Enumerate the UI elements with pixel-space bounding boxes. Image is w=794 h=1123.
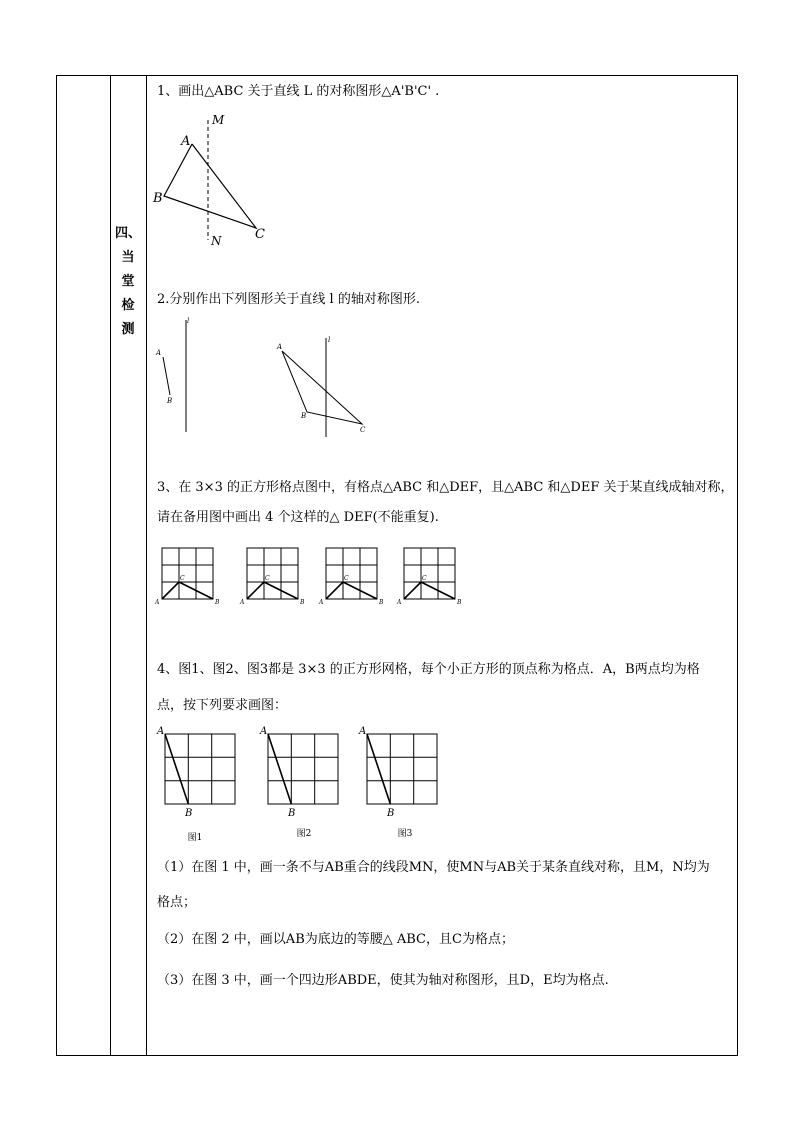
question-3-line-1: 3、在 3×3 的正方形格点图中，有格点△ABC 和△DEF，且△ABC 和△DEF 关于某直线成轴对称， — [157, 480, 734, 495]
label-B: B — [185, 808, 193, 819]
table-divider-1 — [110, 75, 111, 1056]
label-A: A — [240, 599, 245, 606]
question-1-text: 1、画出△ABC 关于直线 L 的对称图形△A'B'C' . — [157, 84, 440, 99]
segment-ab — [268, 734, 291, 804]
label-C: C — [255, 227, 265, 242]
section-char: 堂 — [121, 274, 135, 289]
label-C: C — [344, 575, 349, 582]
segment-ab — [165, 734, 188, 804]
section-char: 四、 — [114, 226, 141, 241]
q3-grid-3 — [319, 546, 389, 608]
figure-caption: 图2 — [296, 829, 312, 839]
label-A: A — [277, 343, 283, 351]
label-B: B — [288, 808, 296, 819]
table-divider-2 — [146, 75, 147, 1056]
label-B: B — [457, 599, 462, 606]
triangle-abc — [247, 582, 298, 599]
question-4-sub-1-line-2: 格点； — [157, 895, 197, 910]
question-4-line-1: 4、图1、图2、图3都是 3×3 的正方形网格，每个小正方形的顶点称为格点．A，B两点均为格 — [157, 662, 700, 677]
table-left-border — [56, 75, 57, 1056]
label-B: B — [153, 191, 163, 206]
triangle-abc — [326, 582, 377, 599]
question-4-sub-3: （3）在图 3 中，画一个四边形ABDE，使其为轴对称图形，且D，E均为格点. — [157, 973, 609, 988]
question-4-sub-1-line-1: （1）在图 1 中，画一条不与AB重合的线段MN，使MN与AB关于某条直线对称，且M，N均为 — [157, 860, 710, 875]
q2-figure-right — [270, 334, 380, 439]
q3-grid-1 — [155, 546, 225, 608]
q3-grid-4 — [397, 546, 467, 608]
label-A: A — [397, 599, 402, 606]
label-A: A — [181, 134, 191, 149]
section-char: 当 — [121, 250, 135, 265]
section-char: 测 — [121, 322, 135, 337]
question-2-text: 2.分别作出下列图形关于直线 l 的轴对称图形. — [157, 292, 420, 307]
triangle-abc — [282, 351, 362, 424]
label-C: C — [422, 575, 427, 582]
label-B: B — [300, 599, 305, 606]
triangle-abc — [164, 144, 256, 228]
label-C: C — [180, 575, 185, 582]
label-A: A — [319, 599, 324, 606]
label-l: l — [328, 336, 331, 344]
q4-grid-2 — [258, 722, 348, 847]
table-right-border — [737, 75, 738, 1056]
segment-ab — [367, 734, 390, 804]
label-N: N — [211, 234, 222, 248]
section-heading — [112, 222, 144, 342]
label-B: B — [387, 808, 395, 819]
table-top-border — [56, 75, 738, 76]
figure-caption: 图1 — [187, 833, 203, 843]
label-B: B — [301, 412, 307, 420]
label-A: A — [260, 726, 268, 737]
segment-ab — [163, 357, 170, 395]
q3-grid-2 — [240, 546, 310, 608]
question-4-sub-2: （2）在图 2 中，画以AB为底边的等腰△ ABC，且C为格点； — [157, 932, 514, 947]
q4-grid-1 — [155, 722, 245, 847]
question-3-line-2: 请在备用图中画出 4 个这样的△ DEF(不能重复). — [157, 510, 439, 525]
label-C: C — [360, 426, 366, 434]
label-M: M — [212, 113, 225, 127]
label-l: l — [187, 317, 190, 325]
label-B: B — [167, 397, 173, 405]
label-A: A — [359, 726, 367, 737]
question-4-line-2: 点，按下列要求画图： — [157, 698, 288, 713]
figure-caption: 图3 — [397, 829, 413, 839]
q4-grid-3 — [357, 722, 447, 847]
triangle-abc — [404, 582, 455, 599]
q1-figure — [150, 110, 290, 250]
label-B: B — [215, 599, 220, 606]
label-A: A — [155, 599, 160, 606]
q2-figure-left — [150, 315, 200, 440]
triangle-abc — [162, 582, 213, 599]
label-C: C — [265, 575, 270, 582]
label-A: A — [156, 349, 162, 357]
table-bottom-border — [56, 1055, 738, 1056]
label-B: B — [379, 599, 384, 606]
label-A: A — [157, 726, 165, 737]
section-char: 检 — [121, 298, 135, 313]
